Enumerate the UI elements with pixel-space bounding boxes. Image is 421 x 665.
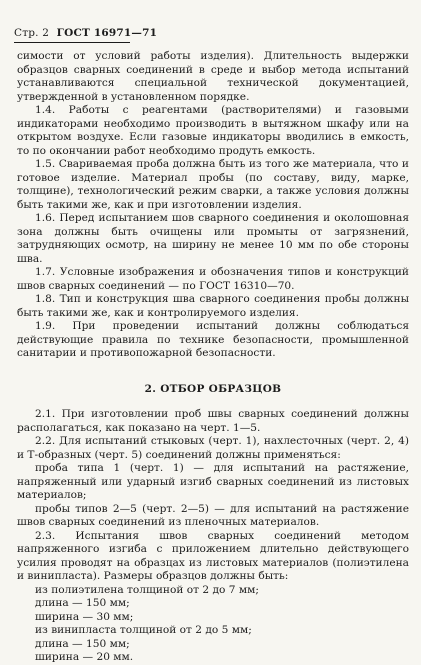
size-line: ширина — 30 мм;: [35, 610, 134, 623]
header-rule: [14, 42, 130, 43]
paragraph-probe-type-1: проба типа 1 (черт. 1) — для испытаний на растяжение, напряженный или ударный изгиб сварных соединений из листовых материалов;: [17, 462, 409, 501]
paragraph-1-6: 1.6. Перед испытанием шов сварного соединения и околошовная зона должны быть очищены или промыты от загрязнений, затрудняющих осмотр, на ширину не менее 10 мм по обе стороны шва.: [17, 212, 409, 265]
paragraph-2-1: 2.1. При изготовлении проб швы сварных соединений должны располагаться, как показано на черт. 1—5.: [17, 408, 409, 434]
paragraph-2-3: 2.3. Испытания швов сварных соединений методом напряженного изгиба с приложением длительно действующего усилия проводят на образцах из листовых материалов (полиэтилена и винипласта). Размеры образцов должны быть:: [17, 529, 409, 582]
paragraph-probe-types-2-5: пробы типов 2—5 (черт. 2—5) — для испытаний на растяжение швов сварных соединений из пленочных материалов.: [17, 502, 409, 528]
paragraph-1-9: 1.9. При проведении испытаний должны соблюдаться действующие правила по технике безопасности, промышленной санитарии и противопожарной безопасности.: [17, 320, 409, 359]
size-line: ширина — 20 мм.: [35, 651, 134, 663]
size-line: длина — 150 мм;: [35, 637, 130, 650]
size-line: длина — 150 мм;: [35, 597, 130, 609]
paragraph-continued: симости от условий работы изделия). Длительность выдержки образцов сварных соединений в среде и выбор метода испытаний устанавливаются специальной технической документацией, утвержденной в установленном порядке.: [17, 50, 409, 103]
gost-number: ГОСТ 16971—71: [56, 27, 158, 39]
document-body: [17, 50, 409, 665]
paragraph-1-5: 1.5. Свариваемая проба должна быть из того же материала, что и готовое изделие. Материал пробы (по составу, виду, марке, толщине), технологический режим сварки, а также условия должны быть такими же, как и при изготовлении изделия.: [17, 158, 409, 211]
size-line: из полиэтилена толщиной от 2 до 7 мм;: [35, 583, 259, 596]
size-line: из винипласта толщиной от 2 до 5 мм;: [35, 624, 252, 636]
paragraph-1-8: 1.8. Тип и конструкция шва сварного соединения пробы должны быть такими же, как и контролируемого изделия.: [17, 293, 409, 319]
page-header: [14, 27, 157, 39]
paragraph-1-7: 1.7. Условные изображения и обозначения типов и конструкций швов сварных соединений — по ГОСТ 16310—70.: [17, 266, 409, 292]
section-heading: 2. ОТБОР ОБРАЗЦОВ: [144, 382, 282, 395]
paragraph-2-2: 2.2. Для испытаний стыковых (черт. 1), нахлесточных (черт. 2, 4) и Т-образных (черт. 5) соединений должны применяться:: [17, 435, 409, 461]
page-number-label: Стр. 2: [14, 27, 50, 39]
paragraph-1-4: 1.4. Работы с реагентами (растворителями) и газовыми индикаторами необходимо производить в вытяжном шкафу или на открытом воздухе. Если газовые индикаторы вводились в емкость, то по окончании работ необходимо продуть емкость.: [17, 104, 409, 157]
